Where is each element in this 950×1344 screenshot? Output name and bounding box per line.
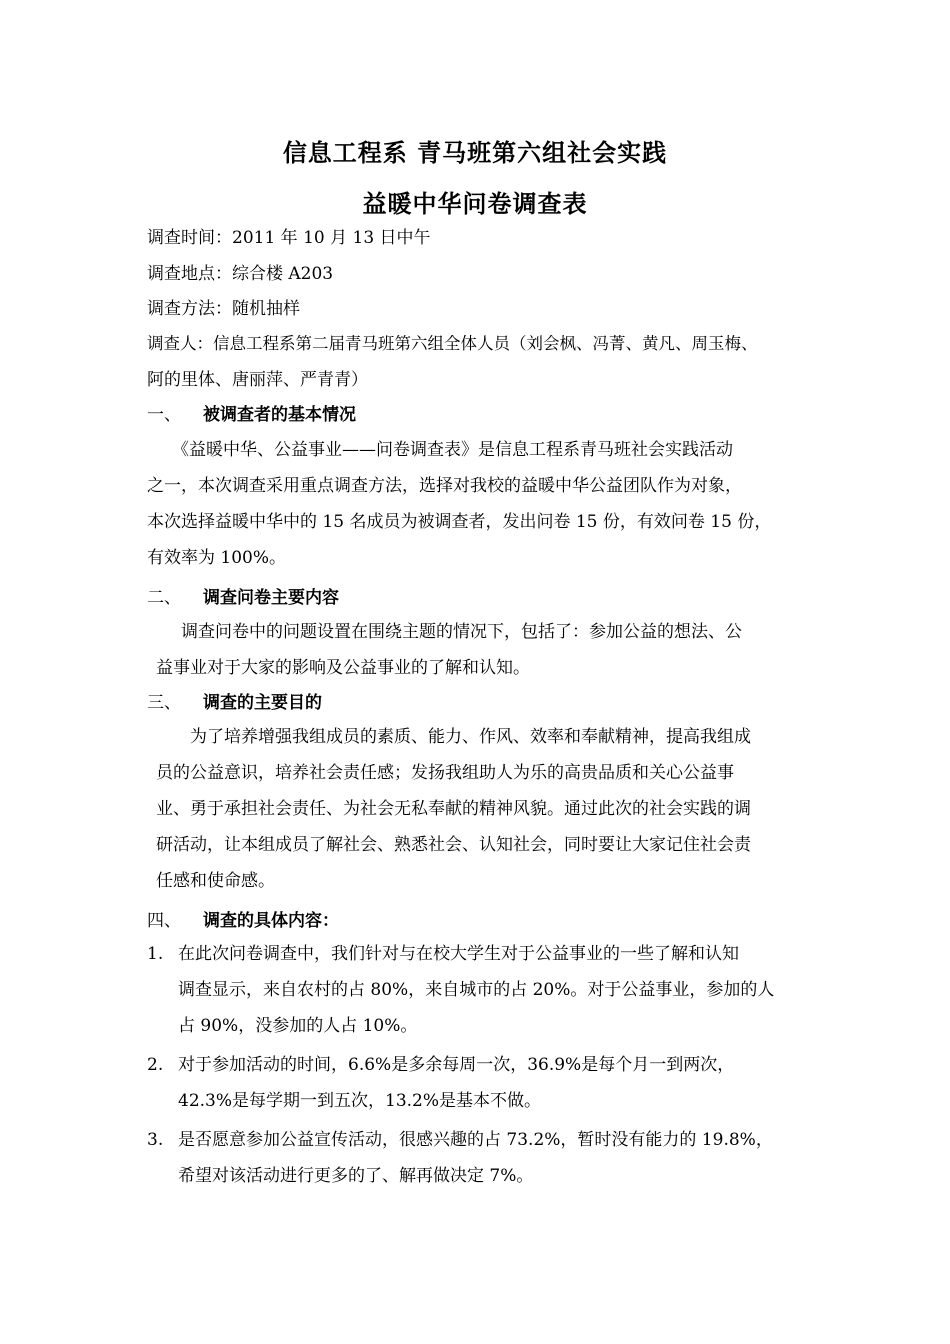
paragraph-line: 本次选择益暖中华中的 15 名成员为被调查者，发出问卷 15 份，有效问卷 15 份， <box>147 512 772 532</box>
paragraph-line: 之一，本次调查采用重点调查方法，选择对我校的益暖中华公益团队作为对象， <box>147 476 742 496</box>
section-paragraph-1 <box>147 432 771 576</box>
list-item-line: 占 90%，没参加的人占 10%。 <box>178 1016 418 1036</box>
paragraph-line: 《益暖中华、公益事业——问卷调查表》是信息工程系青马班社会实践活动 <box>172 440 733 460</box>
survey-people-line2: 阿的里体、唐丽萍、严青青） <box>147 370 368 390</box>
document-title-line1: 信息工程系 青马班第六组社会实践 <box>282 139 668 167</box>
paragraph-line: 有效率为 100%。 <box>147 548 287 568</box>
list-item-text <box>178 1122 773 1194</box>
list-item-text <box>178 936 774 1044</box>
list-item-text <box>178 1047 734 1119</box>
survey-method: 调查方法：随机抽样 <box>147 299 300 319</box>
section-heading-3 <box>147 691 322 715</box>
list-item-line: 对于参加活动的时间，6.6%是多余每周一次，36.9%是每个月一到两次， <box>178 1055 735 1075</box>
section-number: 四、 <box>147 911 181 931</box>
paragraph-line: 业、勇于承担社会责任、为社会无私奉献的精神风貌。通过此次的社会实践的调 <box>156 799 751 819</box>
survey-place: 调查地点：综合楼 A203 <box>147 264 334 284</box>
survey-people-line1: 调查人：信息工程系第二届青马班第六组全体人员（刘会枫、冯菁、黄凡、周玉梅、 <box>147 334 758 353</box>
list-item-number: 1. <box>147 944 164 964</box>
section-title: 被调查者的基本情况 <box>203 405 356 425</box>
paragraph-line: 员的公益意识，培养社会责任感；发扬我组助人为乐的高贵品质和关心公益事 <box>156 763 734 783</box>
section-title: 调查问卷主要内容 <box>203 588 339 608</box>
section-number: 三、 <box>147 693 181 713</box>
document-title-line2: 益暖中华问卷调查表 <box>362 190 588 218</box>
section-title: 调查的主要目的 <box>203 693 322 713</box>
paragraph-line: 研活动，让本组成员了解社会、熟悉社会、认知社会，同时要让大家记住社会责 <box>156 835 751 855</box>
list-item-line: 在此次问卷调查中，我们针对与在校大学生对于公益事业的一些了解和认知 <box>178 944 739 964</box>
section-heading-1 <box>147 403 356 427</box>
section-paragraph-2 <box>156 614 742 686</box>
section-heading-2 <box>147 586 339 610</box>
paragraph-line: 调查问卷中的问题设置在围绕主题的情况下，包括了：参加公益的想法、公 <box>181 622 742 642</box>
paragraph-line: 为了培养增强我组成员的素质、能力、作风、效率和奉献精神，提高我组成 <box>190 727 751 747</box>
paragraph-line: 益事业对于大家的影响及公益事业的了解和认知。 <box>156 658 530 678</box>
list-item-line: 希望对该活动进行更多的了、解再做决定 7%。 <box>178 1166 534 1186</box>
list-item-line: 调查显示，来自农村的占 80%，来自城市的占 20%。对于公益事业，参加的人 <box>178 980 775 1000</box>
list-item-number: 2. <box>147 1055 164 1075</box>
survey-time: 调查时间：2011 年 10 月 13 日中午 <box>147 228 431 248</box>
section-number: 一、 <box>147 405 181 425</box>
paragraph-line: 任感和使命感。 <box>156 871 275 891</box>
section-paragraph-3 <box>156 719 751 899</box>
list-item-line: 是否愿意参加公益宣传活动，很感兴趣的占 73.2%，暂时没有能力的 19.8%， <box>178 1130 773 1150</box>
section-heading-4 <box>147 909 339 933</box>
list-item-number: 3. <box>147 1130 164 1150</box>
section-number: 二、 <box>147 588 181 608</box>
section-title: 调查的具体内容： <box>203 911 339 931</box>
list-item-line: 42.3%是每学期一到五次，13.2%是基本不做。 <box>178 1091 542 1111</box>
